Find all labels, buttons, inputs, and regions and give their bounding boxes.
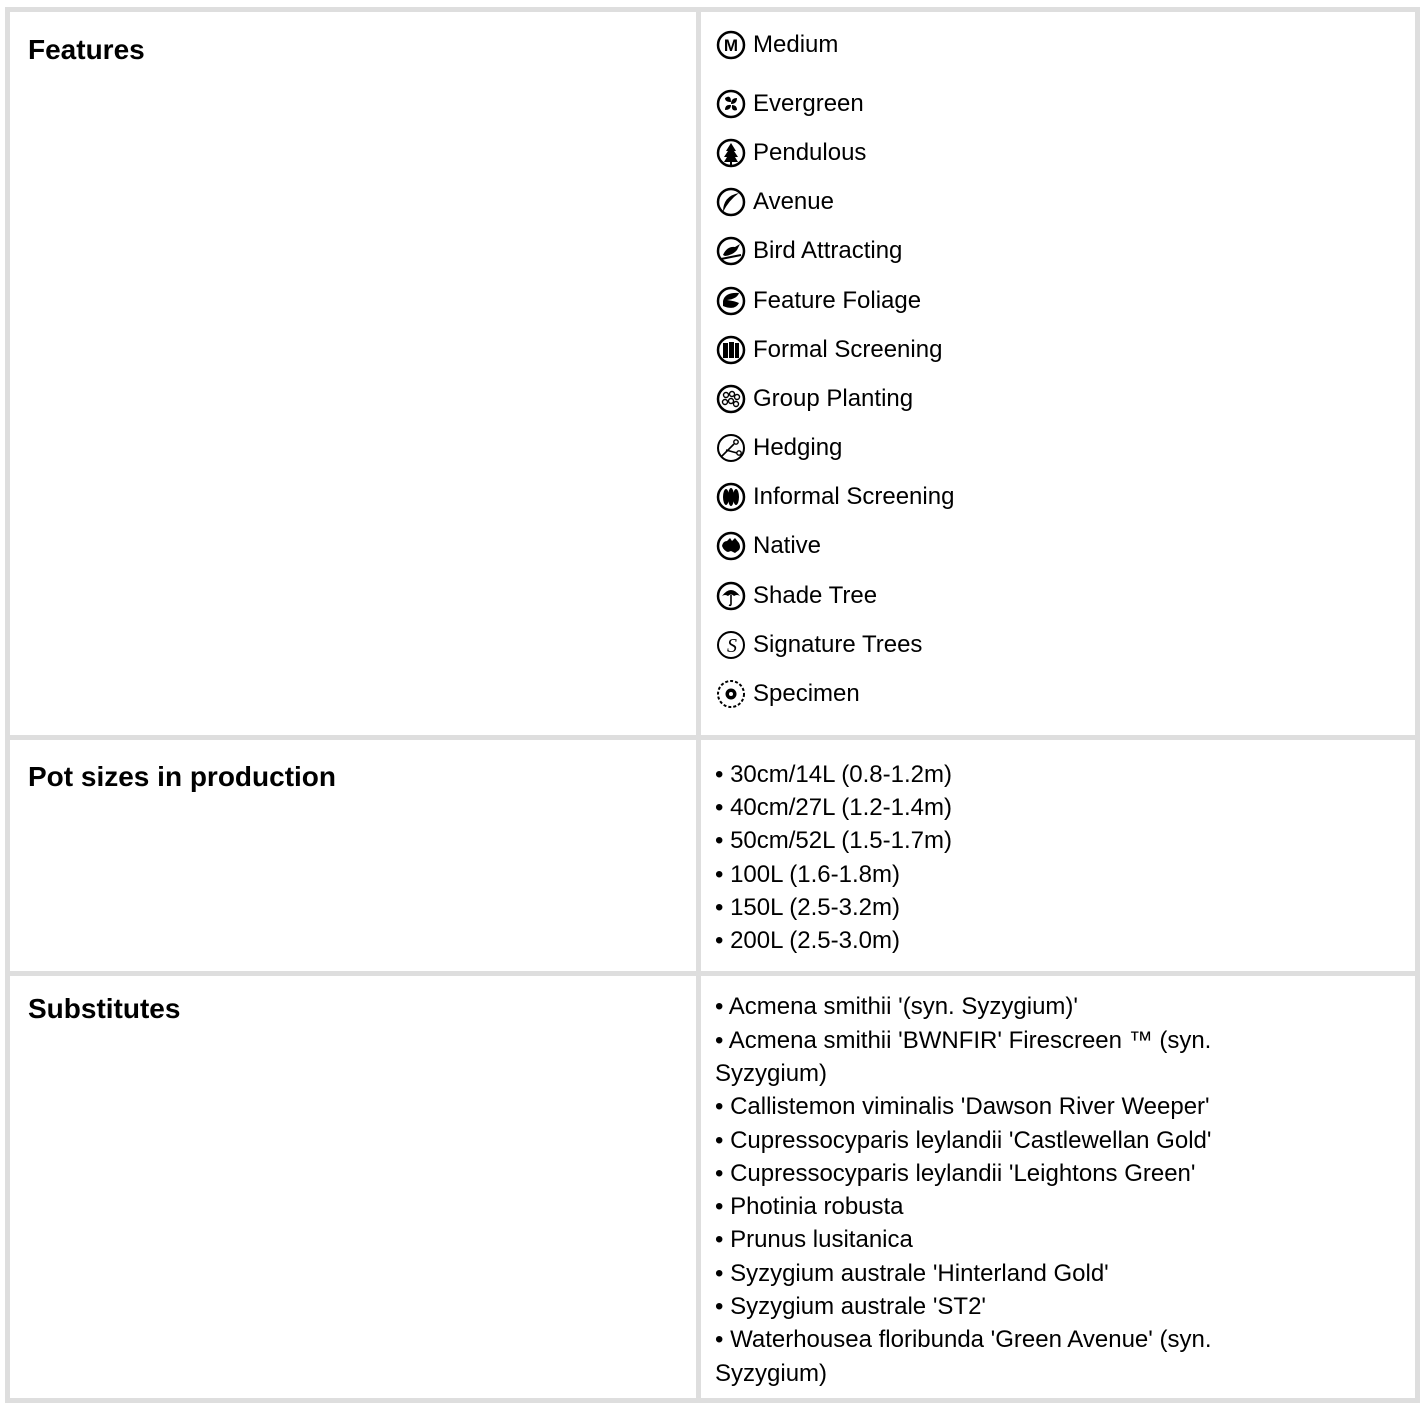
signature-icon <box>715 629 747 661</box>
pot-size-item: • 40cm/27L (1.2-1.4m) <box>715 791 1415 824</box>
informal-screening-icon <box>715 481 747 513</box>
substitute-item: • Acmena smithii 'BWNFIR' Firescreen ™ (syn. Syzygium) <box>715 1024 1415 1091</box>
features-row <box>10 12 1415 735</box>
feature-item-pendulous <box>715 128 1415 177</box>
feature-label: Avenue <box>753 188 834 216</box>
features-label-cell <box>10 12 696 735</box>
substitute-item: • Syzygium australe 'ST2' <box>715 1290 1415 1323</box>
feature-label: Medium <box>753 31 839 58</box>
medium-size-icon <box>715 29 747 61</box>
pendulous-icon <box>715 137 747 169</box>
substitute-item: • Cupressocyparis leylandii 'Leightons Green' <box>715 1157 1415 1190</box>
australia-map-icon <box>715 530 747 562</box>
avenue-icon <box>715 186 747 218</box>
substitutes-label-cell <box>10 976 696 1398</box>
feature-label: Native <box>753 532 822 560</box>
substitute-item: • Callistemon viminalis 'Dawson River Weeper' <box>715 1090 1415 1123</box>
pot-size-item: • 150L (2.5-3.2m) <box>715 891 1415 924</box>
pot-sizes-label-cell <box>10 740 696 972</box>
substitute-item: • Prunus lusitanica <box>715 1223 1415 1256</box>
pot-sizes-label: Pot sizes in production <box>28 760 337 792</box>
pot-sizes-value-cell <box>701 740 1415 972</box>
feature-label: Informal Screening <box>753 483 955 511</box>
feature-item-native <box>715 522 1415 571</box>
substitute-item: • Photinia robusta <box>715 1190 1415 1223</box>
umbrella-icon <box>715 580 747 612</box>
feature-item-bird-attracting <box>715 227 1415 276</box>
feature-label: Hedging <box>753 434 843 462</box>
feature-item-avenue <box>715 178 1415 227</box>
feature-item-signature-trees <box>715 620 1415 669</box>
hedging-shears-icon <box>715 432 747 464</box>
feature-label: Specimen <box>753 680 860 708</box>
feature-label: Feature Foliage <box>753 286 922 314</box>
formal-screening-icon <box>715 334 747 366</box>
feature-label: Formal Screening <box>753 335 943 363</box>
pot-size-item: • 200L (2.5-3.0m) <box>715 924 1415 957</box>
feature-item-group-planting <box>715 374 1415 423</box>
substitute-item: • Cupressocyparis leylandii 'Castlewellan Gold' <box>715 1124 1415 1157</box>
pot-size-item: • 30cm/14L (0.8-1.2m) <box>715 758 1415 791</box>
substitute-item: • Syzygium australe 'Hinterland Gold' <box>715 1257 1415 1290</box>
bird-icon <box>715 235 747 267</box>
feature-label: Evergreen <box>753 89 864 117</box>
feature-label: Pendulous <box>753 138 867 166</box>
feature-label: Signature Trees <box>753 630 923 658</box>
pot-size-item: • 100L (1.6-1.8m) <box>715 858 1415 891</box>
substitute-item: • Acmena smithii '(syn. Syzygium)' <box>715 990 1415 1023</box>
substitute-item: • Waterhousea floribunda 'Green Avenue' (syn. Syzygium) <box>715 1323 1415 1390</box>
feature-item-feature-foliage <box>715 276 1415 325</box>
features-label: Features <box>28 34 145 65</box>
evergreen-icon <box>715 88 747 120</box>
feature-item-specimen <box>715 669 1415 718</box>
substitutes-row <box>10 976 1415 1398</box>
pot-size-item: • 50cm/52L (1.5-1.7m) <box>715 824 1415 857</box>
pot-sizes-row <box>10 740 1415 972</box>
feature-label: Group Planting <box>753 384 914 412</box>
plant-specifications-table <box>5 7 1420 1403</box>
feature-label: Shade Tree <box>753 581 878 609</box>
feature-item-informal-screening <box>715 473 1415 522</box>
feature-label: Bird Attracting <box>753 237 903 265</box>
foliage-icon <box>715 285 747 317</box>
substitutes-value-cell <box>701 976 1415 1398</box>
svg-text:S: S <box>727 634 737 657</box>
group-planting-icon <box>715 383 747 415</box>
specimen-icon <box>715 678 747 710</box>
feature-item-hedging <box>715 424 1415 473</box>
features-value-cell <box>701 12 1415 735</box>
feature-item-formal-screening <box>715 325 1415 374</box>
substitutes-label: Substitutes <box>28 993 181 1025</box>
feature-item-medium <box>715 30 1415 60</box>
svg-text:M: M <box>723 36 739 55</box>
feature-item-shade-tree <box>715 571 1415 620</box>
feature-item-evergreen <box>715 79 1415 128</box>
features-list <box>715 30 1415 719</box>
